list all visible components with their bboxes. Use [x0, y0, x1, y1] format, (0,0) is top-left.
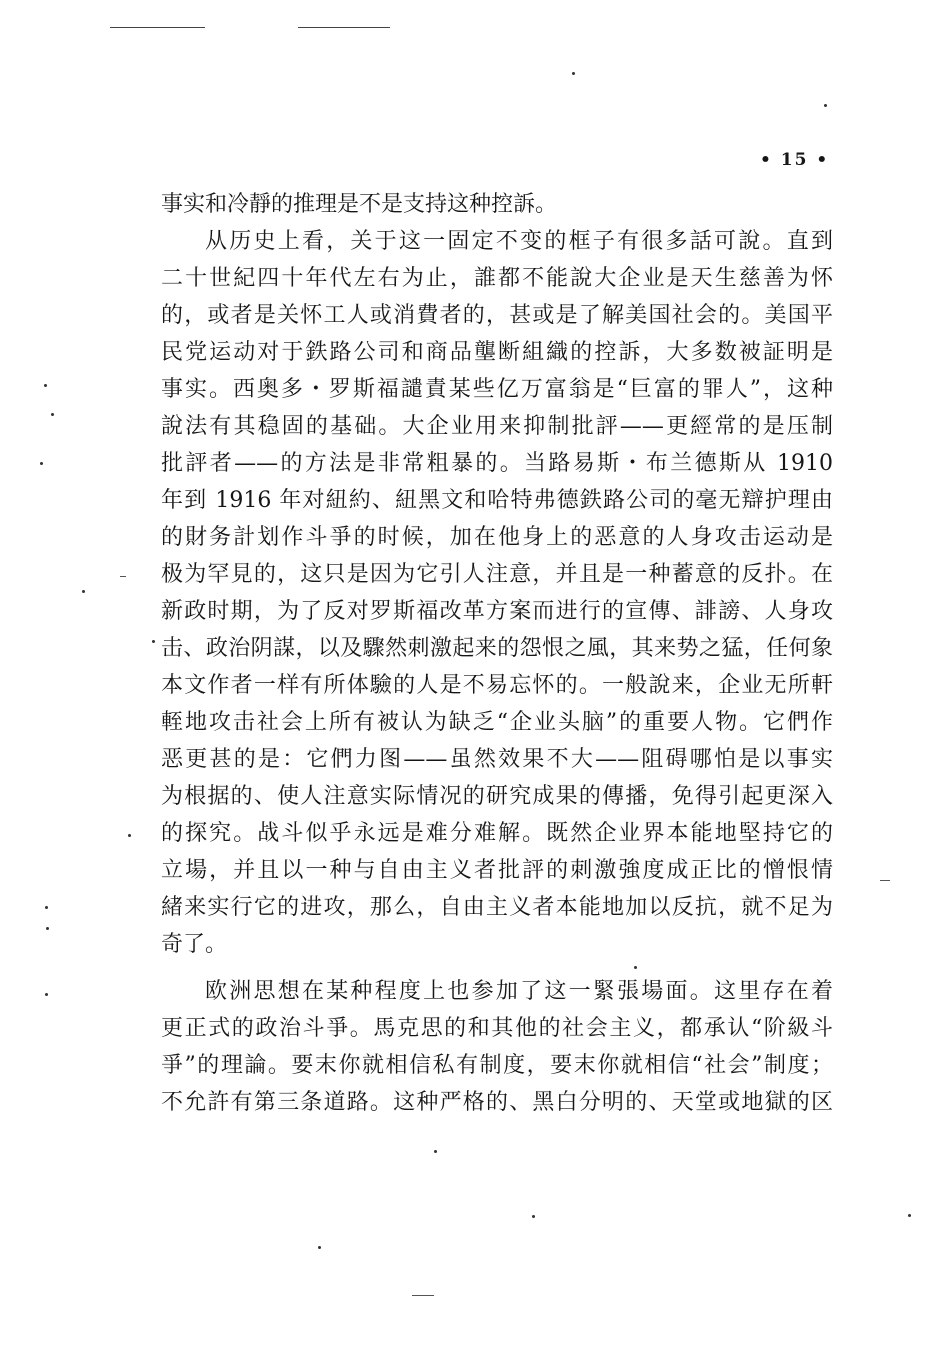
scan-speck	[46, 927, 49, 930]
text-line: 从历史上看，关于这一固定不变的框子有很多話可說。直到	[205, 229, 833, 254]
text-line: 本文作者一样有所体驗的人是不易忘怀的。一般說来，企业无所軒	[161, 673, 833, 698]
text-line: 的財务計划作斗爭的时候，加在他身上的恶意的人身攻击运动是	[161, 525, 833, 550]
scan-speck	[44, 384, 47, 387]
text-line: 批評者——的方法是非常粗暴的。当路易斯・布兰德斯从 1910	[161, 451, 833, 476]
text-line: 的，或者是关怀工人或消費者的，甚或是了解美国社会的。美国平	[161, 303, 833, 328]
text-line: 輊地攻击社会上所有被认为缺乏“企业头脑”的重要人物。它們作	[161, 710, 833, 735]
scan-speck	[434, 1150, 437, 1153]
text-line: 年到 1916 年对紐約、紐黑文和哈特弗德鉄路公司的毫无辯护理由	[161, 488, 833, 513]
scan-speck	[908, 1214, 911, 1217]
scan-speck	[45, 993, 48, 996]
body-text	[161, 186, 833, 1121]
scan-speck	[152, 640, 155, 643]
scan-speck	[634, 966, 637, 969]
text-line: 极为罕見的，这只是因为它引人注意，并且是一种蓄意的反扑。在	[161, 562, 833, 587]
scan-speck	[82, 590, 85, 593]
scan-speck	[40, 462, 43, 465]
text-line: 的探究。战斗似乎永远是难分难解。既然企业界本能地堅持它的	[161, 821, 833, 846]
text-line: 为根据的、使人注意实际情况的研究成果的傳播，免得引起更深入	[161, 784, 833, 809]
scan-speck	[532, 1215, 535, 1218]
text-line: 欧洲思想在某种程度上也参加了这一緊張場面。这里存在着	[205, 979, 833, 1004]
scan-mark	[880, 880, 890, 881]
text-line: 新政时期，为了反对罗斯福改革方案而进行的宣傳、誹謗、人身攻	[161, 599, 833, 624]
text-line: 击、政治阴謀，以及驟然刺激起来的怨恨之風，其来势之猛，任何象	[161, 636, 833, 661]
text-line: 民党运动对于鉄路公司和商品壟断組織的控訴，大多数被証明是	[161, 340, 833, 365]
text-line: 事实和冷靜的推理是不是支持这种控訴。	[161, 192, 558, 217]
text-line: 事实。西奥多・罗斯福譴責某些亿万富翁是“巨富的罪人”，这种	[161, 377, 833, 402]
text-line: 二十世紀四十年代左右为止，誰都不能說大企业是天生慈善为怀	[161, 266, 833, 291]
scan-speck	[572, 72, 575, 75]
text-line: 緒来实行它的进攻，那么，自由主义者本能地加以反抗，就不足为	[161, 895, 833, 920]
text-line: 爭”的理論。要末你就相信私有制度，要末你就相信“社会”制度；	[161, 1053, 833, 1078]
text-line: 立場，并且以一种与自由主义者批評的刺激強度成正比的憎恨情	[161, 858, 833, 883]
text-line: 不允許有第三条道路。这种严格的、黑白分明的、天堂或地獄的区	[161, 1090, 833, 1115]
text-line: 奇了。	[161, 932, 228, 957]
scan-speck	[45, 906, 48, 909]
text-line: 說法有其稳固的基础。大企业用来抑制批評——更經常的是压制	[161, 414, 833, 439]
text-line: 更正式的政治斗爭。馬克思的和其他的社会主义，都承认“阶級斗	[161, 1016, 833, 1041]
top-rule-left	[110, 27, 205, 28]
scan-speck	[128, 834, 131, 837]
scan-speck	[318, 1246, 321, 1249]
scan-mark	[412, 1295, 434, 1296]
scan-speck	[824, 104, 827, 107]
text-line: 恶更甚的是：它們力图——虽然效果不大——阻碍哪怕是以事实	[161, 747, 833, 772]
scan-mark	[120, 576, 126, 577]
top-rule-right	[298, 27, 390, 28]
paragraph-gap	[161, 963, 833, 973]
scan-speck	[51, 413, 54, 416]
page-number: • 15 •	[760, 150, 830, 170]
